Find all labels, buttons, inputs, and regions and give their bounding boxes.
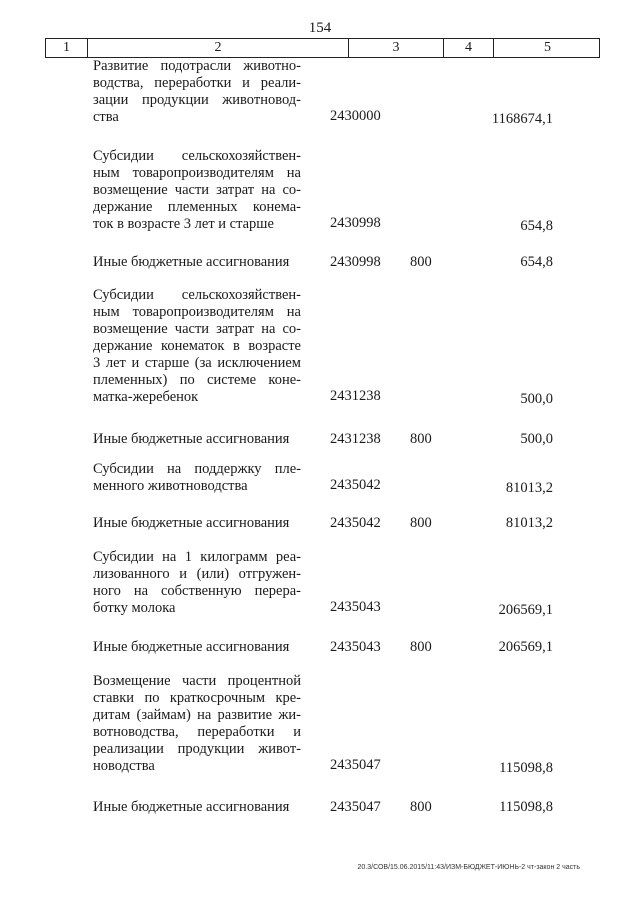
- description-line: ства: [93, 109, 119, 125]
- row-code: 2430000: [330, 108, 381, 124]
- description-line: возмещение части затрат на со-: [93, 321, 301, 337]
- description-line: Развитие подотрасли животно-: [93, 58, 301, 74]
- row-amount: 81013,2: [505, 515, 553, 531]
- description-line: Возмещение части процентной: [93, 673, 301, 689]
- description-line: вотноводства, переработки и: [93, 724, 301, 740]
- description-line: держание племенных конема-: [93, 199, 301, 215]
- row-code: 2435043: [330, 599, 381, 615]
- description-line: матка-жеребенок: [93, 389, 199, 405]
- row-amount: 115098,8: [499, 799, 553, 815]
- description-line: ным товаропроизводителям на: [93, 165, 301, 181]
- row-amount: 654,8: [520, 254, 553, 270]
- row-code: 2430998: [330, 215, 381, 231]
- description-line: ставки по краткосрочным кре-: [93, 690, 301, 706]
- row-description: [93, 58, 301, 126]
- row-description: [93, 431, 301, 448]
- header-col-5: 5: [544, 40, 551, 55]
- row-amount: 115098,8: [499, 760, 553, 776]
- description-line: 3 лет и старше (за исключением: [93, 355, 301, 371]
- description-line: возмещение части затрат на со-: [93, 182, 301, 198]
- description-line: Субсидии сельскохозяйствен-: [93, 148, 301, 164]
- row-expense-type: 800: [410, 254, 432, 270]
- row-code: 2435043: [330, 639, 381, 655]
- row-expense-type: 800: [410, 515, 432, 531]
- row-code: 2435047: [330, 799, 381, 815]
- description-line: ботку молока: [93, 600, 176, 616]
- row-expense-type: 800: [410, 799, 432, 815]
- header-col-3: 3: [349, 39, 444, 57]
- row-code: 2435047: [330, 757, 381, 773]
- row-amount: 1168674,1: [491, 111, 553, 127]
- description-line: зации продукции животновод-: [93, 92, 301, 108]
- description-line: водства, переработки и реали-: [93, 75, 301, 91]
- description-line: лизованного и (или) отгружен-: [93, 566, 301, 582]
- header-col-2: 2: [88, 39, 349, 57]
- row-code: 2435042: [330, 515, 381, 531]
- page-number: 154: [308, 20, 332, 36]
- description-line: Иные бюджетные ассигнования: [93, 431, 290, 447]
- description-line: Иные бюджетные ассигнования: [93, 639, 290, 655]
- description-line: реализации продукции живот-: [93, 741, 301, 757]
- row-amount: 206569,1: [498, 639, 553, 655]
- description-line: Иные бюджетные ассигнования: [93, 799, 290, 815]
- row-description: [93, 639, 301, 656]
- row-description: [93, 799, 301, 816]
- description-line: ным товаропроизводителям на: [93, 304, 301, 320]
- row-description: [93, 148, 301, 233]
- row-code: 2431238: [330, 388, 381, 404]
- row-description: [93, 549, 301, 617]
- header-col-4: 4: [444, 39, 494, 57]
- row-description: [93, 254, 301, 271]
- header-col-1: 1: [46, 39, 88, 57]
- row-amount: 500,0: [520, 431, 553, 447]
- description-line: Иные бюджетные ассигнования: [93, 254, 290, 270]
- row-amount: 81013,2: [505, 480, 553, 496]
- row-amount: 654,8: [520, 218, 553, 234]
- description-line: Субсидии на 1 килограмм реа-: [93, 549, 301, 565]
- table-header-row: [45, 38, 600, 58]
- row-code: 2430998: [330, 254, 381, 270]
- description-line: Иные бюджетные ассигнования: [93, 515, 290, 531]
- row-amount: 500,0: [520, 391, 553, 407]
- description-line: Субсидии сельскохозяйствен-: [93, 287, 301, 303]
- description-line: Субсидии на поддержку пле-: [93, 461, 301, 477]
- description-line: племенных) по системе коне-: [93, 372, 301, 388]
- row-description: [93, 461, 301, 495]
- description-line: новодства: [93, 758, 155, 774]
- row-code: 2435042: [330, 477, 381, 493]
- row-description: [93, 515, 301, 532]
- row-amount: 206569,1: [498, 602, 553, 618]
- row-expense-type: 800: [410, 639, 432, 655]
- row-description: [93, 673, 301, 775]
- description-line: ного на собственную перера-: [93, 583, 301, 599]
- description-line: менного животноводства: [93, 478, 248, 494]
- row-expense-type: 800: [410, 431, 432, 447]
- description-line: дитам (займам) на развитие жи-: [93, 707, 301, 723]
- description-line: держание конематок в возрасте: [93, 338, 301, 354]
- row-description: [93, 287, 301, 406]
- footer-file-info: 20.3/СОВ/15.06.2015/11:43/ИЗМ-БЮДЖЕТ-ИЮНЬ-2 чт-закон 2 часть: [357, 864, 580, 871]
- description-line: ток в возрасте 3 лет и старше: [93, 216, 274, 232]
- row-code: 2431238: [330, 431, 381, 447]
